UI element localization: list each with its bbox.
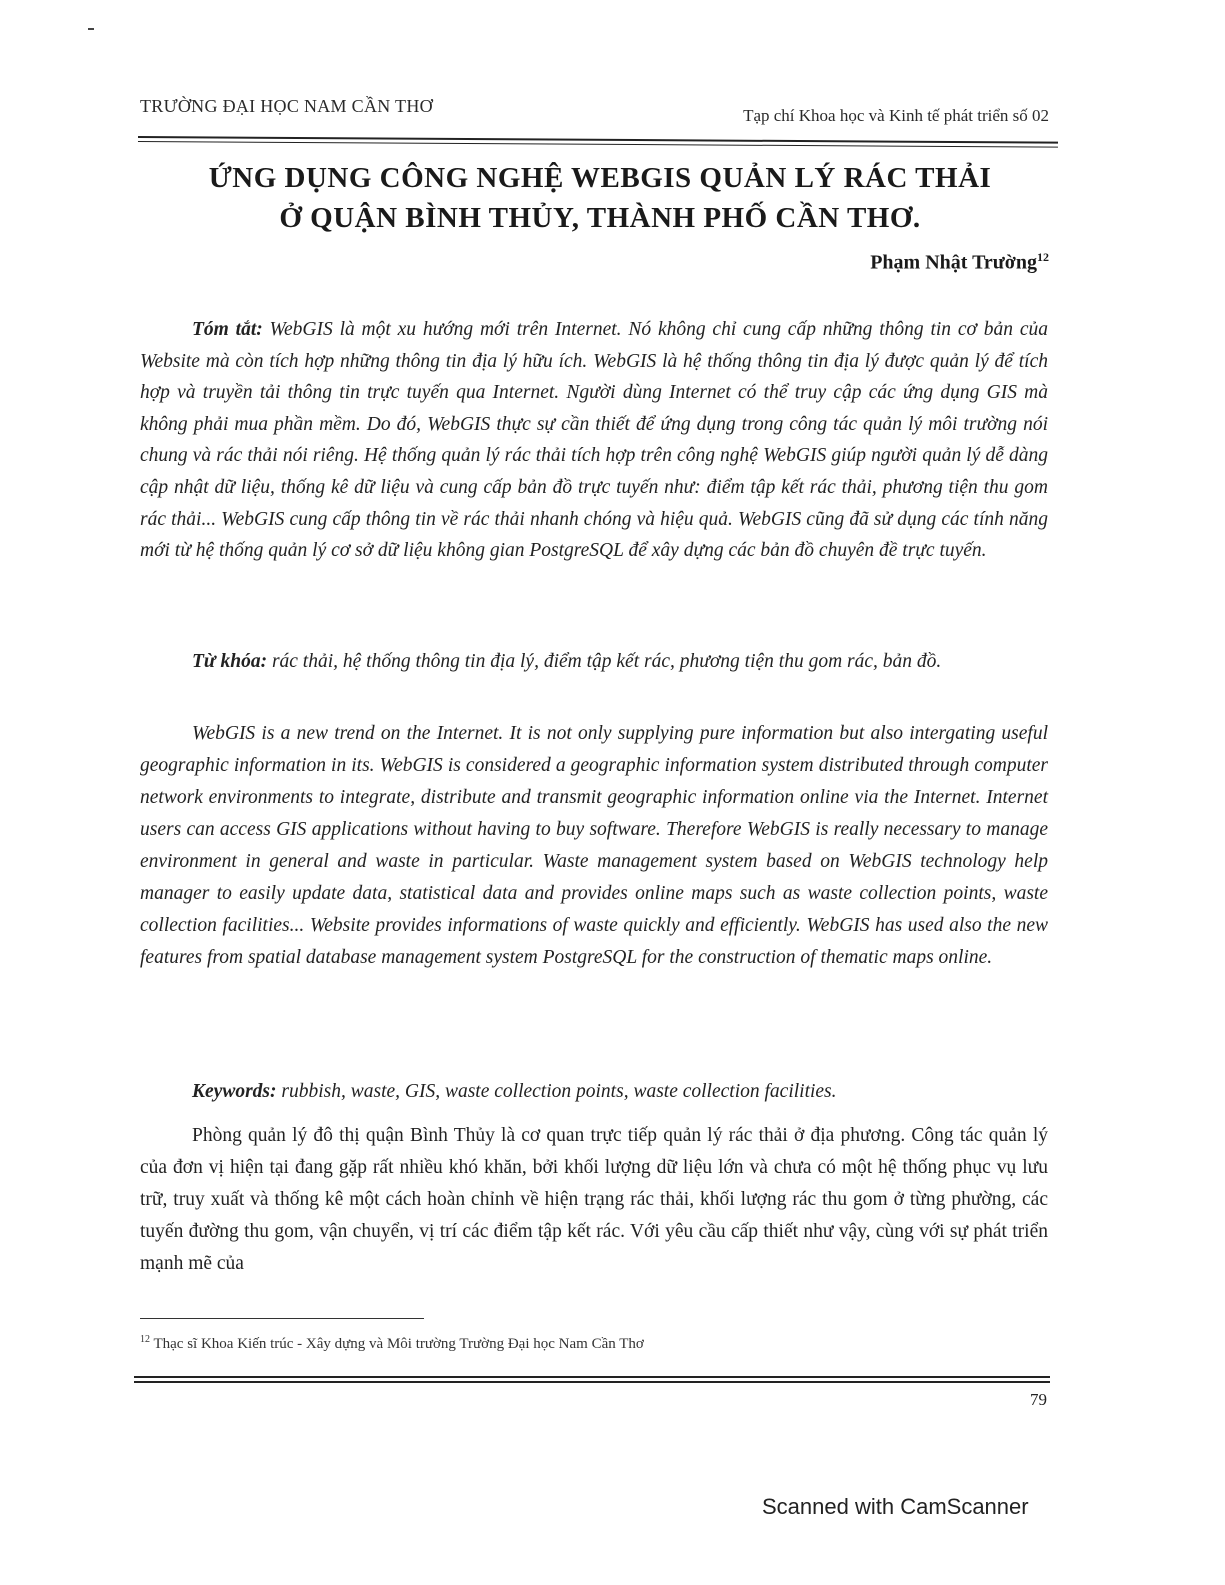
body-paragraph: Phòng quản lý đô thị quận Bình Thủy là cơ quan trực tiếp quản lý rác thải ở địa phương. Công tác quản lý của đơn vị hiện tại đang gặp rất nhiều khó khăn, bởi khối lượng dữ liệu lớn và chưa có một hệ thống phục vụ lưu trữ, truy xuất và thống kê một cách hoàn chỉnh về hiện trạng rác thải, khối lượng rác thu gom ở từng phường, các tuyến đường thu gom, vận chuyển, vị trí các điểm tập kết rác. Với yêu cầu cấp thiết như vậy, cùng với sự phát triển mạnh mẽ của <box>140 1125 1048 1274</box>
footer-rule <box>134 1376 1050 1383</box>
header-rule <box>138 136 1058 148</box>
footnote-number: 12 <box>140 1334 150 1345</box>
scan-mark <box>88 28 94 30</box>
abstract-english: WebGIS is a new trend on the Internet. It is not only supplying pure information but also intergating useful geographic information in its. WebGIS is considered a geographic information system distributed through computer network environments to integrate, distribute and transmit geographic information online via the Internet. Internet users can access GIS applications without having to buy software. Therefore WebGIS is really necessary to manage environment in general and waste in particular. Waste management system based on WebGIS technology help manager to easily update data, statistical data and provides online maps such as waste collection points, waste collection facilities... Website provides informations of waste quickly and efficiently. WebGIS has used also the new features from spatial database management system PostgreSQL for the construction of thematic maps online. <box>140 723 1048 968</box>
author <box>870 250 1049 275</box>
keywords-en-label: Keywords: <box>192 1081 277 1102</box>
keywords-en-text: rubbish, waste, GIS, waste collection points, waste collection facilities. <box>276 1081 837 1102</box>
title-line-2: Ở QUẬN BÌNH THỦY, THÀNH PHỐ CẦN THƠ. <box>279 202 921 234</box>
keywords-vn-label: Từ khóa: <box>192 651 268 672</box>
header-journal: Tạp chí Khoa học và Kinh tế phát triển số 02 <box>743 106 1049 125</box>
keywords-vn-text: rác thải, hệ thống thông tin địa lý, điểm tập kết rác, phương tiện thu gom rác, bản đồ. <box>267 651 942 672</box>
author-footnote-ref: 12 <box>1037 250 1049 264</box>
author-name: Phạm Nhật Trường <box>870 251 1037 274</box>
footnote <box>140 1334 644 1353</box>
article-title <box>150 158 1050 238</box>
camscanner-watermark: Scanned with CamScanner <box>762 1494 1029 1519</box>
abstract-vietnamese <box>140 314 1048 567</box>
footnote-text: Thạc sĩ Khoa Kiến trúc - Xây dựng và Môi trường Trường Đại học Nam Cần Thơ <box>150 1336 644 1352</box>
keywords-vietnamese <box>140 646 1048 677</box>
page-number: 79 <box>1030 1390 1047 1409</box>
title-line-1: ỨNG DỤNG CÔNG NGHỆ WEBGIS QUẢN LÝ RÁC THẢI <box>208 162 992 194</box>
abstract-vn-text: WebGIS là một xu hướng mới trên Internet. Nó không chỉ cung cấp những thông tin cơ bản của Website mà còn tích hợp những thông tin địa lý hữu ích. WebGIS là hệ thống thông tin địa lý được quản lý để tích hợp và truyền tải thông tin trực tuyến qua Internet. Người dùng Internet có thể truy cập các ứng dụng GIS mà không phải mua phần mềm. Do đó, WebGIS thực sự cần thiết để ứng dụng trong công tác quản lý môi trường nói chung và rác thải nói riêng. Hệ thống quản lý rác thải tích hợp trên công nghệ WebGIS giúp người quản lý dễ dàng cập nhật dữ liệu, thống kê dữ liệu và cung cấp bản đồ trực tuyến như: điểm tập kết rác thải, phương tiện thu gom rác thải... WebGIS cung cấp thông tin về rác thải nhanh chóng và hiệu quả. WebGIS cũng đã sử dụng các tính năng mới từ hệ thống quản lý cơ sở dữ liệu không gian PostgreSQL để xây dựng các bản đồ chuyên đề trực tuyến. <box>140 319 1048 562</box>
header-university: TRƯỜNG ĐẠI HỌC NAM CẦN THƠ <box>140 96 433 116</box>
abstract-vn-label: Tóm tắt: <box>192 319 263 340</box>
keywords-english <box>140 1076 1048 1107</box>
footnote-rule <box>140 1318 424 1319</box>
